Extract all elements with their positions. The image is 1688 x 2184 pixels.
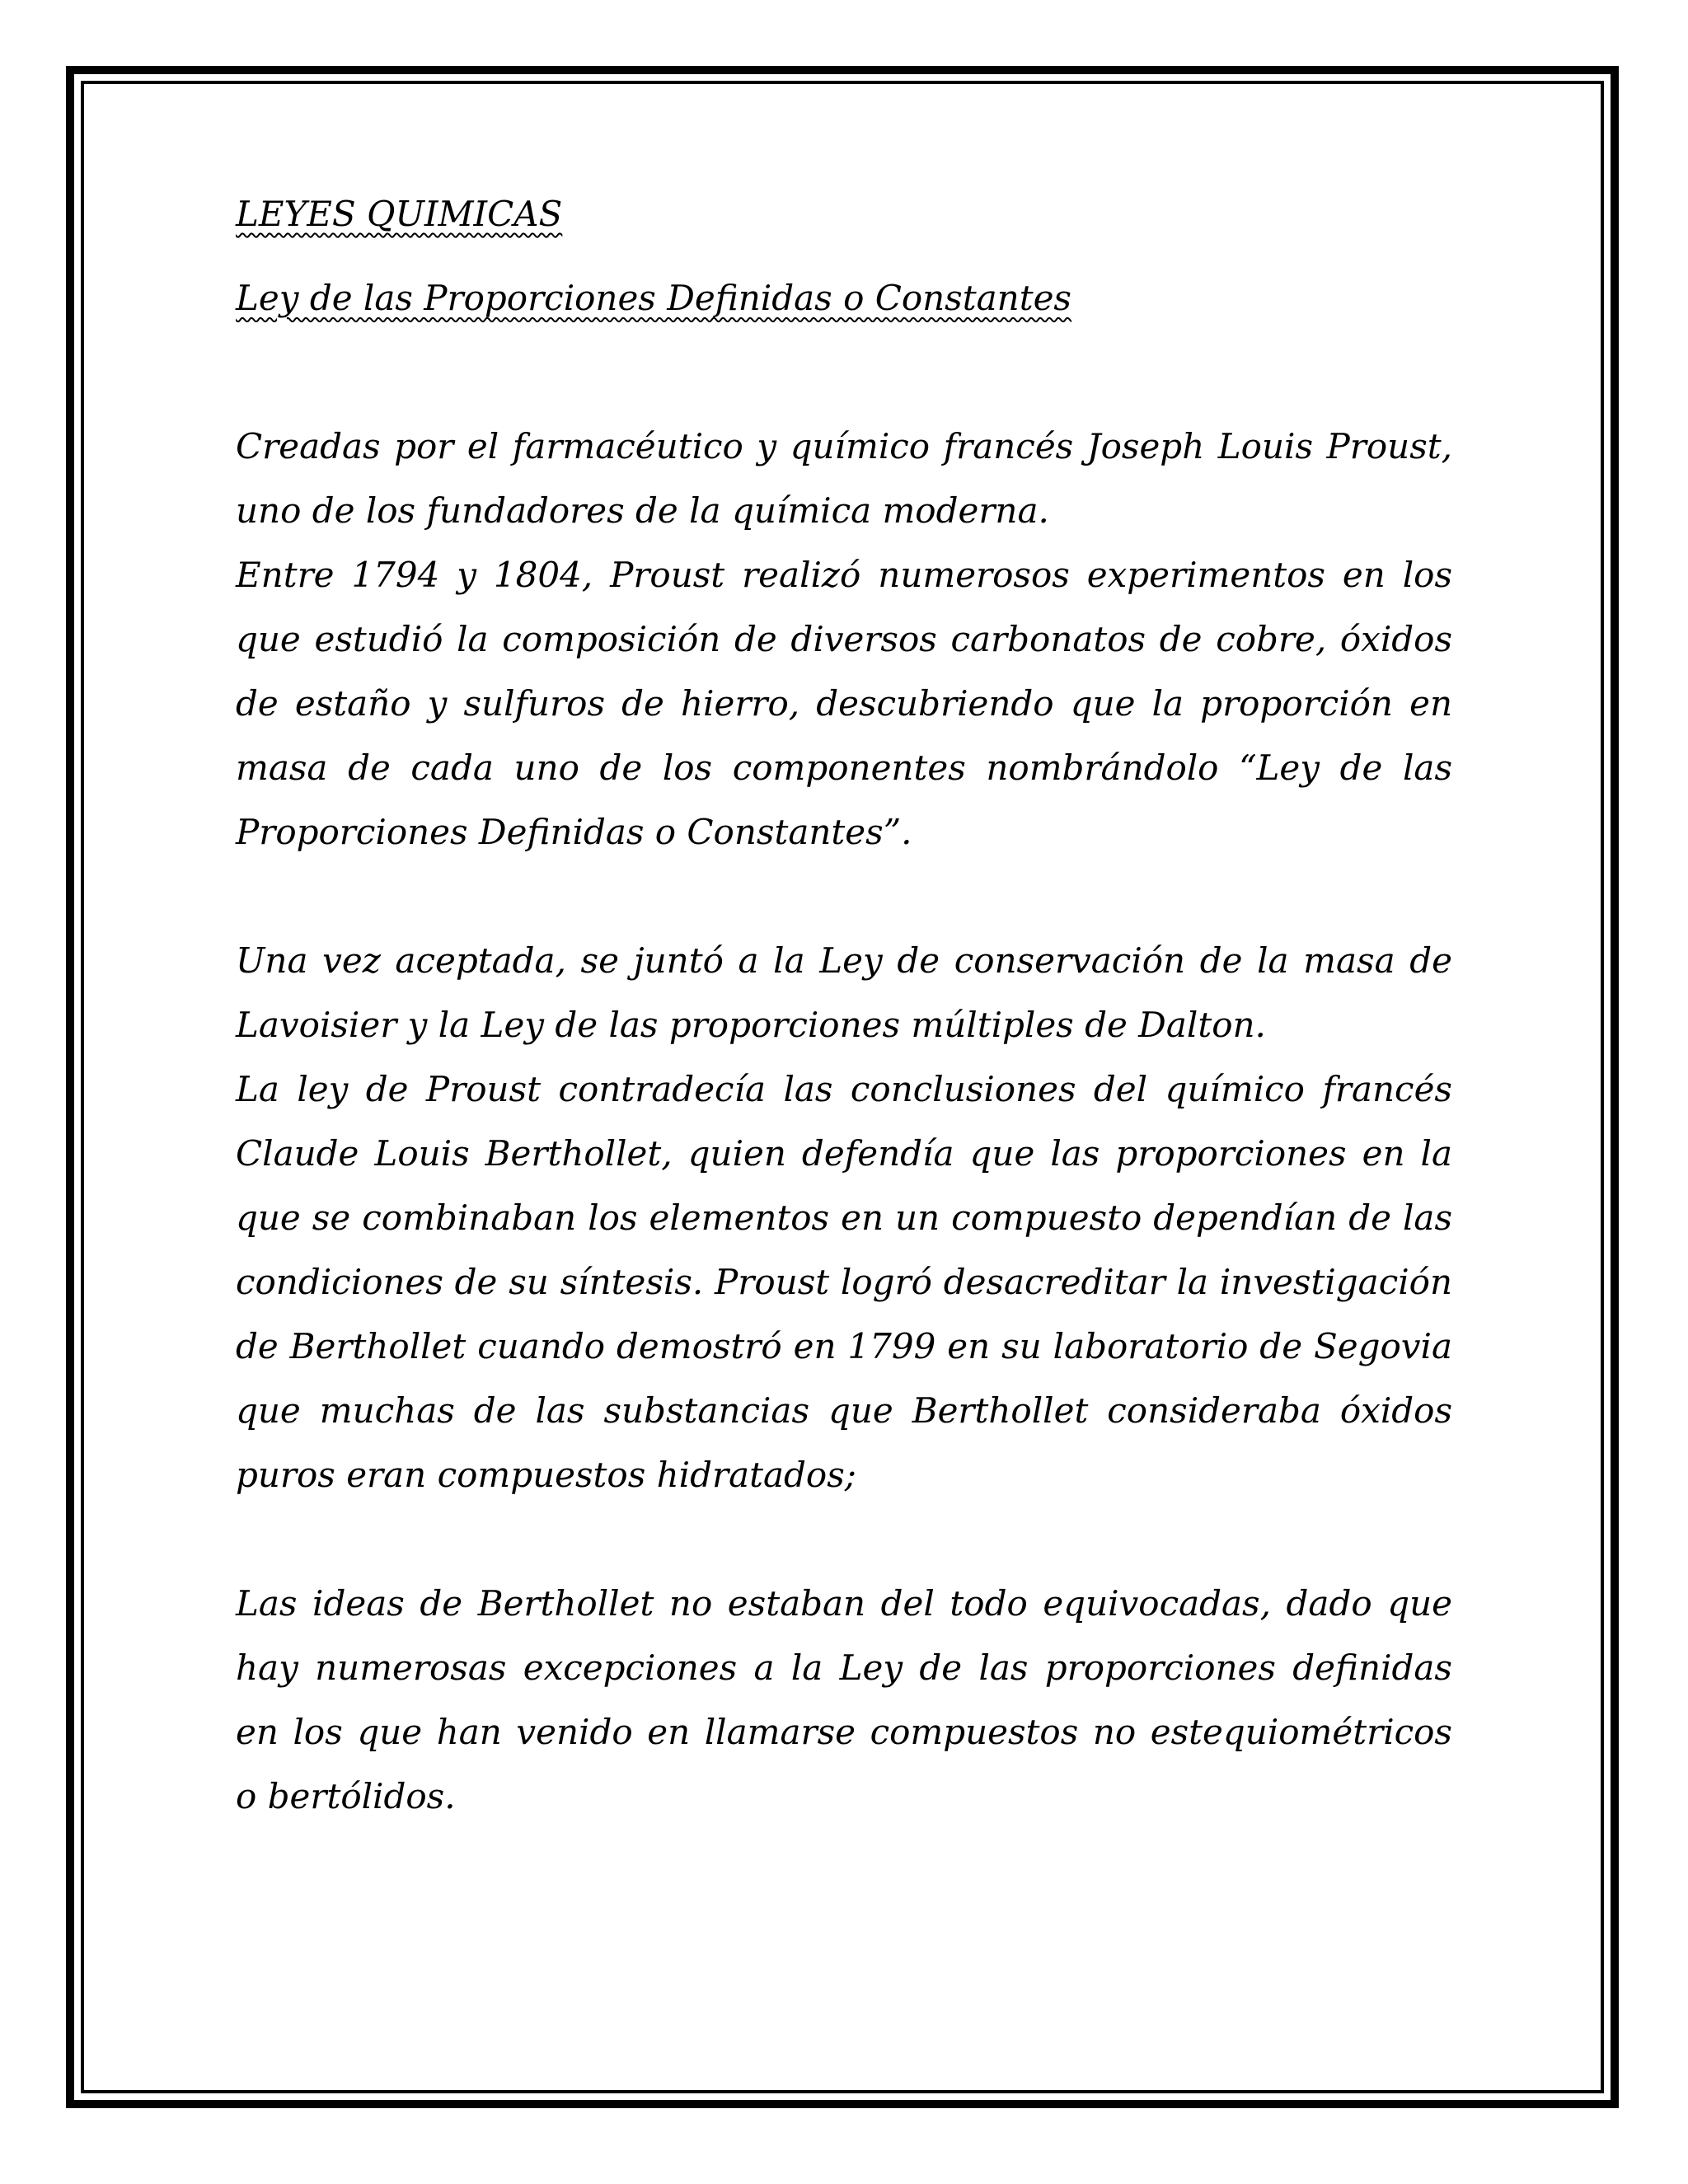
document-subtitle: Ley de las Proporciones Definidas o Constantes (236, 278, 1071, 319)
paragraph-3: Una vez aceptada, se juntó a la Ley de conservación de la masa de Lavoisier y la Ley de las proporciones múltiples de Dalton. (236, 940, 1452, 1045)
paragraph-4: La ley de Proust contradecía las conclusiones del químico francés Claude Louis Berthollet, quien defendía que las proporciones en la que se combinaban los elementos en un compuesto dependían de las condiciones de su síntesis. Proust logró desacreditar la investigación de Berthollet cuando demostró en 1799 en su laboratorio de Segovia que muchas de las substancias que Berthollet consideraba óxidos puros eran compuestos hidratados; (236, 1068, 1452, 1495)
paragraph-2: Entre 1794 y 1804, Proust realizó numerosos experimentos en los que estudió la composición de diversos carbonatos de cobre, óxidos de estaño y sulfuros de hierro, descubriendo que la proporción en masa de cada uno de los componentes nombrándolo “Ley de las Proporciones Definidas o Constantes”. (236, 554, 1452, 852)
paragraph-5: Las ideas de Berthollet no estaban del todo equivocadas, dado que hay numerosas excepciones a la Ley de las proporciones definidas en los que han venido en llamarse compuestos no estequiométricos o bertólidos. (236, 1582, 1452, 1816)
document-title: LEYES QUIMICAS (236, 194, 563, 234)
paragraph-1: Creadas por el farmacéutico y químico francés Joseph Louis Proust, uno de los fundadores de la química moderna. (236, 425, 1452, 531)
document-body (236, 194, 1452, 1829)
